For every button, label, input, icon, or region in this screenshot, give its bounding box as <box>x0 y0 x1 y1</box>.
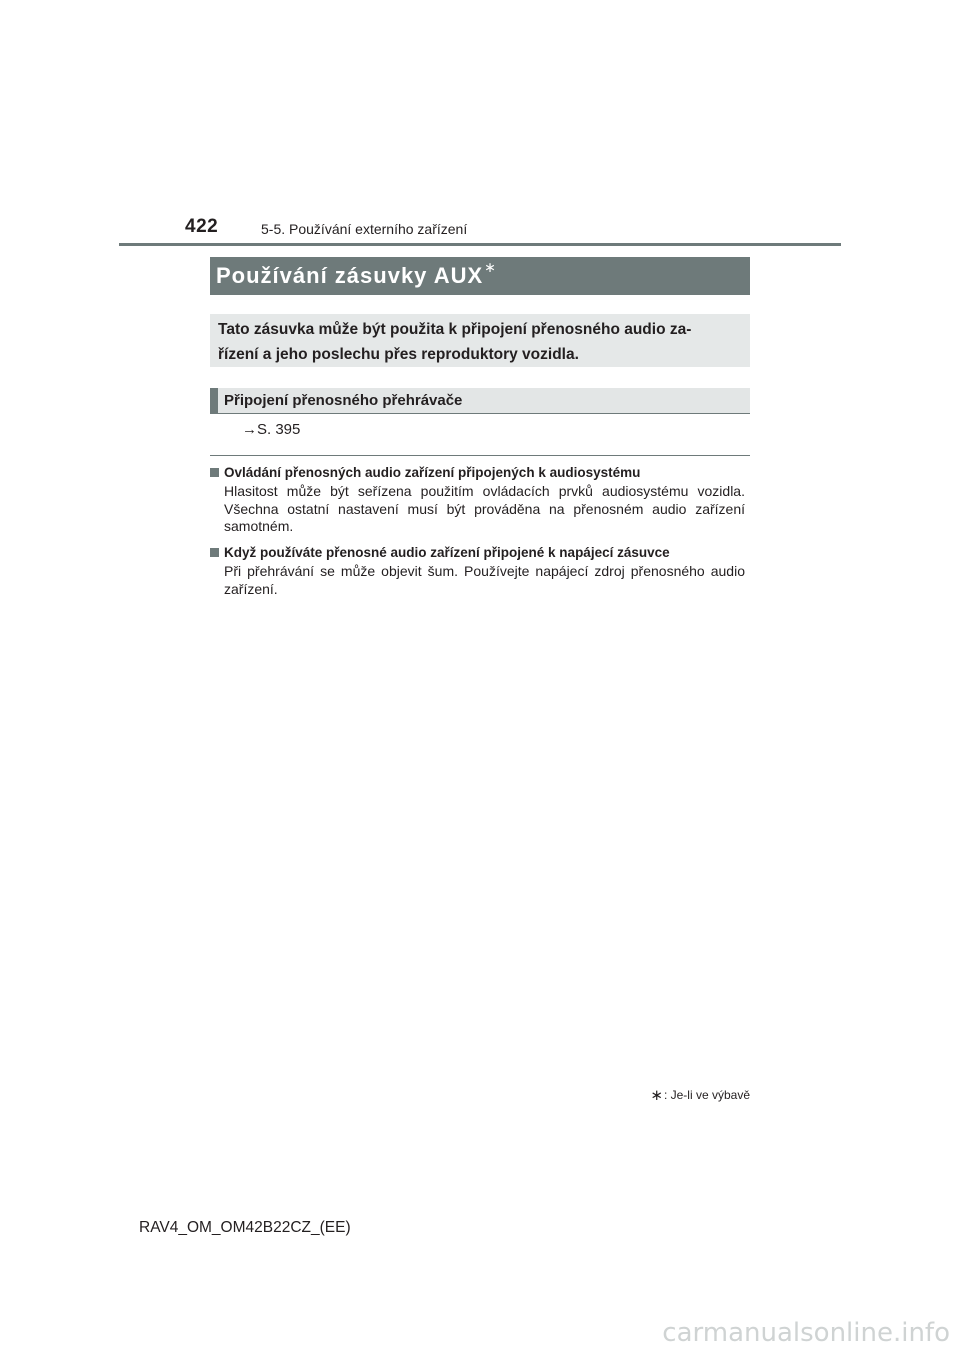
intro-box <box>210 314 750 367</box>
note-heading-text: Když používáte přenosné audio zařízení připojené k napájecí zásuvce <box>224 544 670 560</box>
watermark: carmanualsonline.info <box>662 1318 950 1348</box>
footnote-star-icon: ∗ <box>650 1087 663 1104</box>
section-divider <box>210 455 750 456</box>
subhead-title: Připojení přenosného přehrávače <box>224 392 463 409</box>
page-number: 422 <box>185 216 219 237</box>
note-1 <box>210 463 750 536</box>
document-id: RAV4_OM_OM42B22CZ_(EE) <box>139 1219 351 1236</box>
header-rule <box>119 243 841 246</box>
page-reference-link[interactable]: →S. 395 <box>242 421 301 438</box>
subhead-marker <box>210 388 218 413</box>
optional-equipment-star-icon: ∗ <box>484 258 496 275</box>
note-body: Při přehrávání se může objevit šum. Používejte napájecí zdroj přenosného audio zařízení. <box>224 563 745 597</box>
intro-text: Tato zásuvka může být použita k připojení přenosného audio za- řízení a jeho poslechu přes reproduktory vozidla. <box>218 321 692 363</box>
footnote-text: : Je-li ve výbavě <box>663 1088 750 1102</box>
square-bullet-icon <box>210 548 219 557</box>
note-heading <box>210 543 750 561</box>
note-2 <box>210 543 750 598</box>
footnote <box>650 1086 750 1104</box>
page-title: Používání zásuvky AUX <box>216 263 484 288</box>
subhead-bar <box>210 388 750 414</box>
note-body: Hlasitost může být seřízena použitím ovládacích prvků audiosystému vozidla. Všechna ostatní nastavení musí být prováděna na přenosném audio zařízení samotném. <box>224 483 745 534</box>
note-heading-text: Ovládání přenosných audio zařízení připojených k audiosystému <box>224 464 641 480</box>
section-path: 5-5. Používání externího zařízení <box>261 221 468 237</box>
note-heading <box>210 463 750 481</box>
title-bar <box>210 257 750 295</box>
square-bullet-icon <box>210 468 219 477</box>
